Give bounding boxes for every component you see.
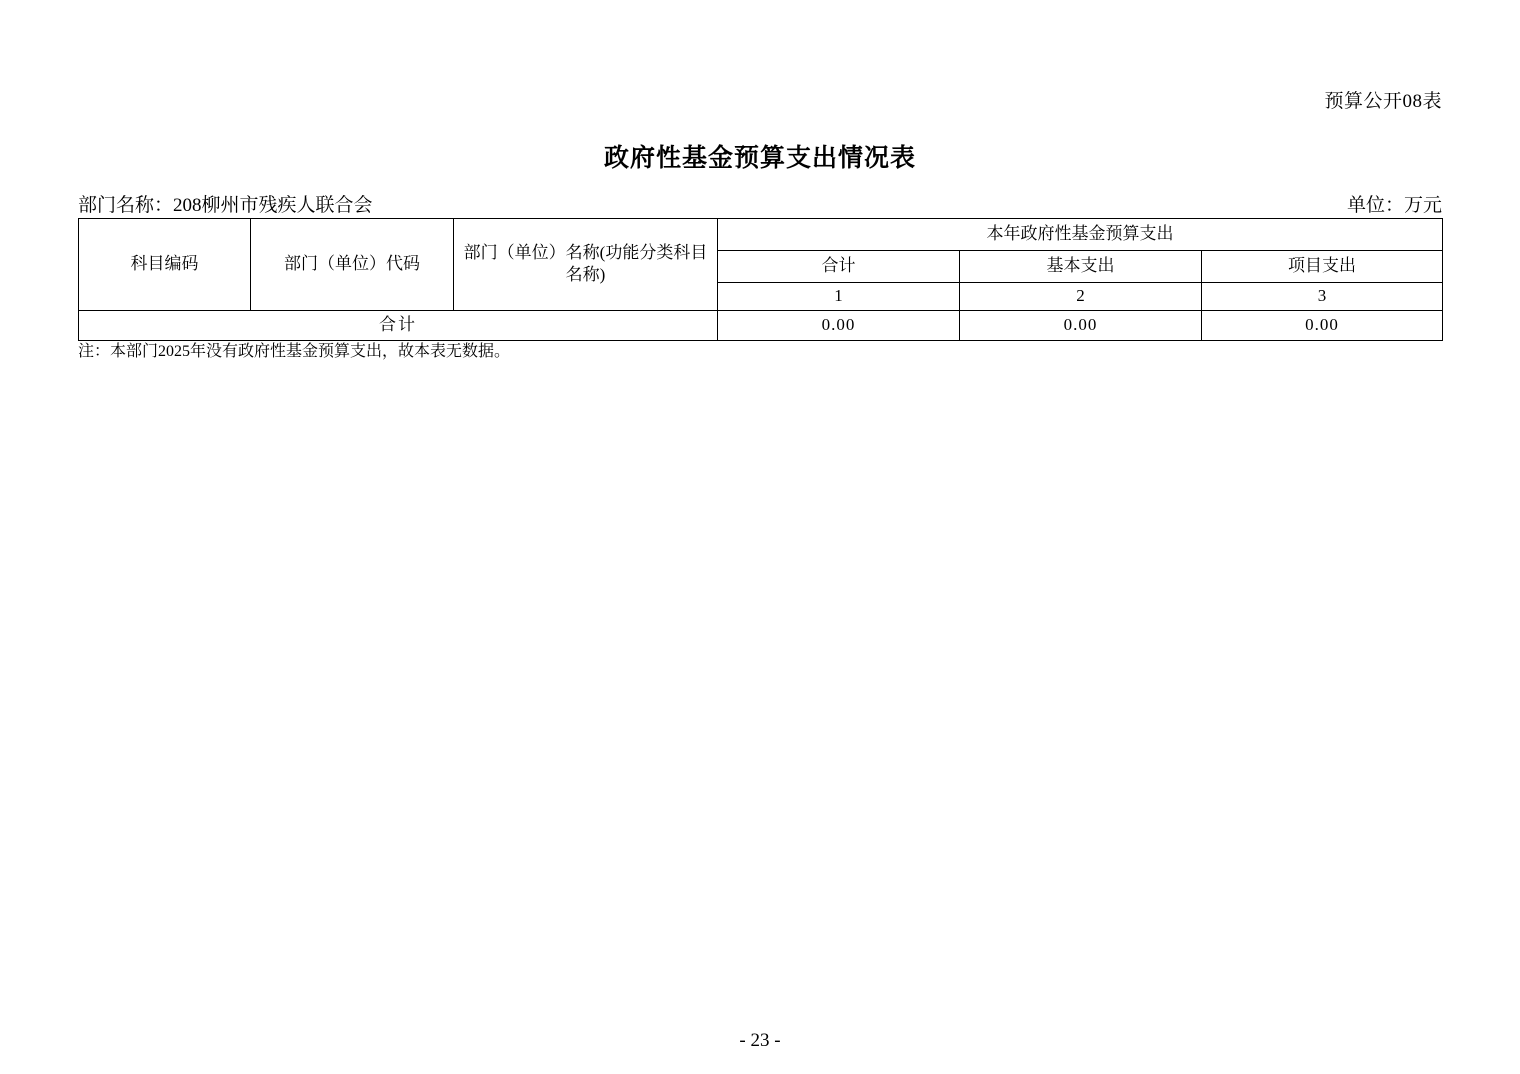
department-value: 208柳州市残疾人联合会 [173,195,373,216]
table-header-row-group [79,219,1443,251]
column-number-total: 1 [718,283,960,311]
table-row [79,310,1443,340]
page-number: - 23 - [739,1030,781,1051]
column-header-dept-code: 部门（单位）代码 [251,219,454,311]
column-header-group: 本年政府性基金预算支出 [718,219,1443,251]
department-line [78,190,373,217]
unit-label: 单位：万元 [1346,195,1442,216]
budget-table [78,218,1443,341]
total-row-basic-value: 0.00 [960,310,1202,340]
department-label: 部门名称： [78,195,174,216]
page-title: 政府性基金预算支出情况表 [603,145,916,172]
total-row-project-value: 0.00 [1202,310,1443,340]
column-header-subject-code: 科目编码 [79,219,251,311]
column-header-dept-name: 部门（单位）名称(功能分类科目名称) [454,219,718,311]
total-row-total-value: 0.00 [718,310,960,340]
column-number-project: 3 [1202,283,1443,311]
table-note: 注：本部门2025年没有政府性基金预算支出，故本表无数据。 [78,343,511,360]
column-number-basic: 2 [960,283,1202,311]
column-header-basic: 基本支出 [960,251,1202,283]
column-header-project: 项目支出 [1202,251,1443,283]
column-header-total: 合计 [718,251,960,283]
form-code-label: 预算公开08表 [1324,91,1442,112]
total-row-label: 合计 [79,310,718,340]
